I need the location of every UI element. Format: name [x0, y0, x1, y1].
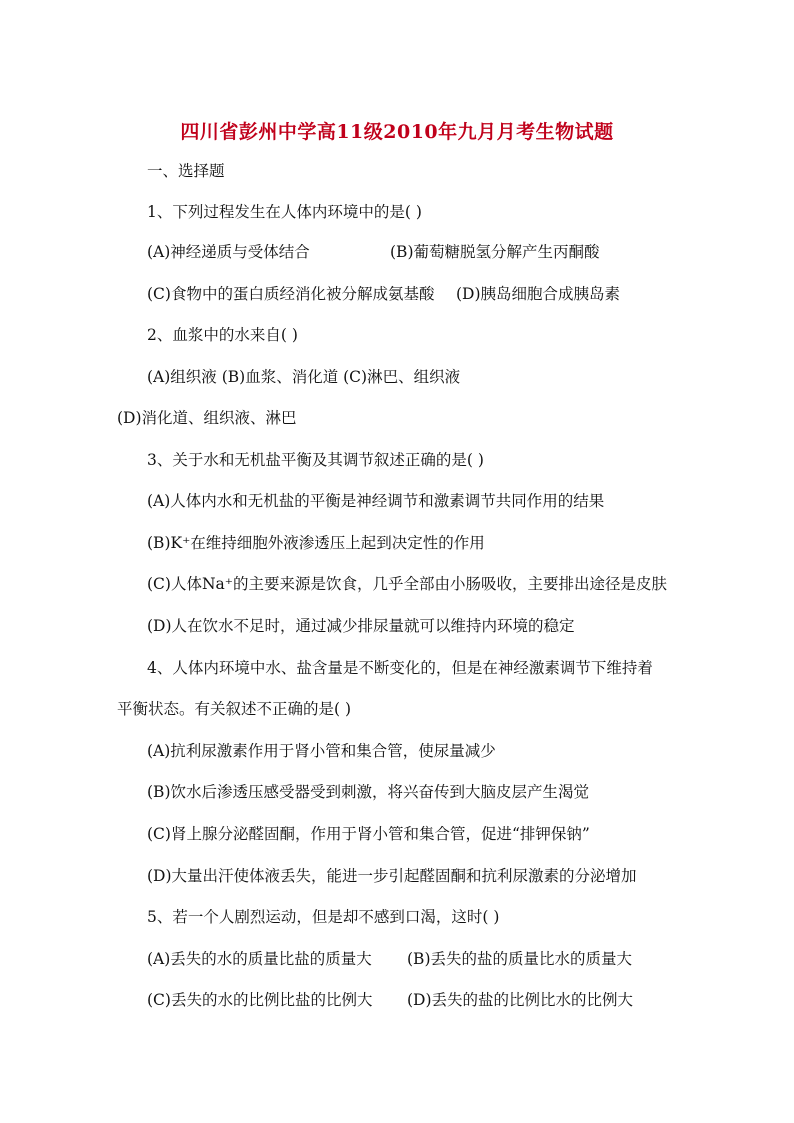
question-3-option-a: (A)人体内水和无机盐的平衡是神经调节和激素调节共同作用的结果 [147, 492, 605, 510]
question-5-stem: 5、若一个人剧烈运动，但是却不感到口渴，这时( ) [147, 908, 500, 926]
question-5-option-b: (B)丢失的盐的质量比水的质量大 [407, 950, 632, 968]
question-1-option-c: (C)食物中的蛋白质经消化被分解成氨基酸 [147, 285, 435, 303]
question-3-option-b: (B)K⁺在维持细胞外液渗透压上起到决定性的作用 [147, 534, 485, 552]
question-1-option-d: (D)胰岛细胞合成胰岛素 [456, 285, 621, 303]
question-5-option-a: (A)丢失的水的质量比盐的质量大 [147, 950, 372, 968]
question-1-options-cd [147, 283, 667, 305]
question-5-options-cd [147, 989, 667, 1011]
question-4-stem-line-1: 4、人体内环境中水、盐含量是不断变化的，但是在神经激素调节下维持着 [147, 659, 653, 677]
question-3-stem: 3、关于水和无机盐平衡及其调节叙述正确的是( ) [147, 451, 484, 469]
question-5-option-c: (C)丢失的水的比例比盐的比例大 [147, 991, 373, 1009]
question-2-stem: 2、血浆中的水来自( ) [147, 326, 298, 344]
question-5-options-ab [147, 948, 667, 970]
question-4-option-d: (D)大量出汗使体液丢失，能进一步引起醛固酮和抗利尿激素的分泌增加 [147, 867, 637, 885]
question-1-option-a: (A)神经递质与受体结合 [147, 243, 310, 261]
question-1-stem: 1、下列过程发生在人体内环境中的是( ) [147, 203, 422, 221]
question-3-option-d: (D)人在饮水不足时，通过减少排尿量就可以维持内环境的稳定 [147, 617, 575, 635]
question-1-option-b: (B)葡萄糖脱氢分解产生丙酮酸 [390, 243, 600, 261]
question-4-option-a: (A)抗利尿激素作用于肾小管和集合管，使尿量减少 [147, 742, 496, 760]
question-5-option-d: (D)丢失的盐的比例比水的比例大 [407, 991, 634, 1009]
question-3-option-c: (C)人体Na⁺的主要来源是饮食，几乎全部由小肠吸收，主要排出途径是皮肤 [147, 575, 667, 593]
question-4-stem-line-2: 平衡状态。有关叙述不正确的是( ) [117, 700, 352, 718]
question-1-options-ab [147, 241, 667, 263]
question-4-option-b: (B)饮水后渗透压感受器受到刺激，将兴奋传到大脑皮层产生渴觉 [147, 783, 589, 801]
question-2-options-abc: (A)组织液 (B)血浆、消化道 (C)淋巴、组织液 [147, 368, 461, 386]
question-2-option-d: (D)消化道、组织液、淋巴 [117, 409, 297, 427]
section-heading: 一、选择题 [147, 162, 225, 180]
document-title: 四川省彭州中学高11级2010年九月月考生物试题 [180, 121, 614, 143]
question-4-option-c: (C)肾上腺分泌醛固酮，作用于肾小管和集合管，促进“排钾保钠” [147, 825, 590, 843]
